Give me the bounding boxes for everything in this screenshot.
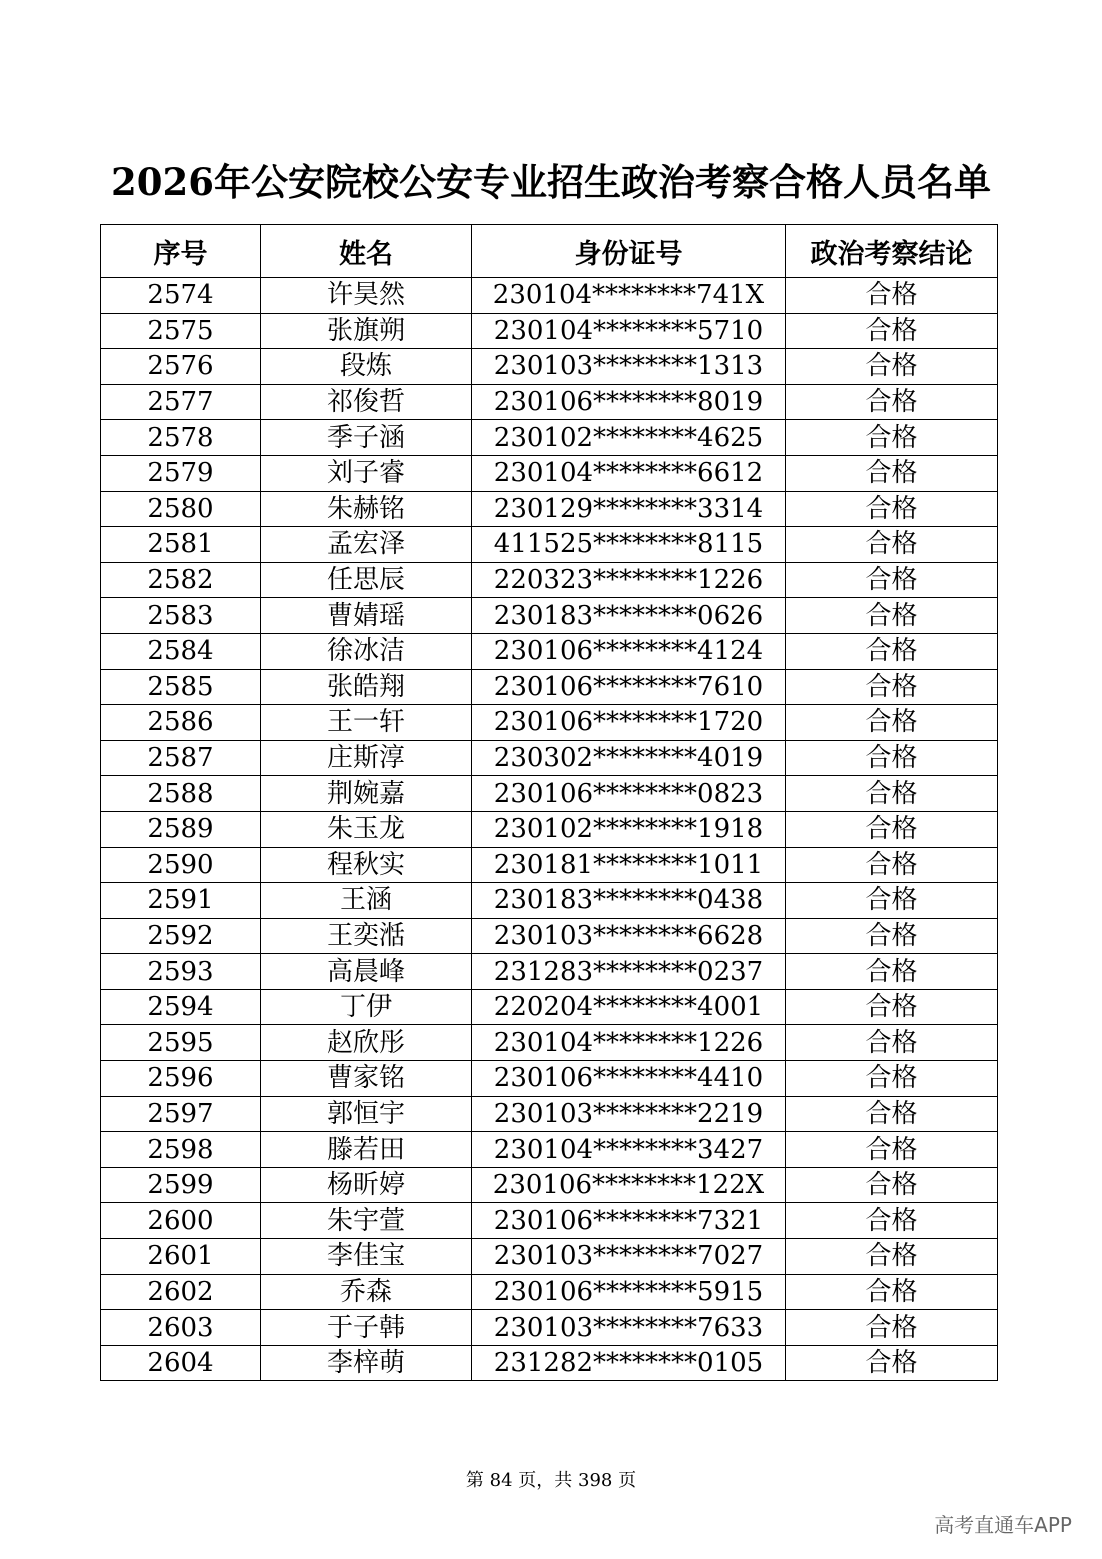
cell-id-number: 230103********7633 [472, 1310, 786, 1346]
table-row [101, 989, 998, 1025]
cell-name: 刘子睿 [261, 455, 472, 491]
cell-conclusion: 合格 [786, 1132, 998, 1168]
table-row [101, 883, 998, 919]
cell-name: 乔森 [261, 1274, 472, 1310]
cell-conclusion: 合格 [786, 776, 998, 812]
cell-conclusion: 合格 [786, 740, 998, 776]
cell-id-number: 230103********6628 [472, 918, 786, 954]
cell-name: 郭恒宇 [261, 1096, 472, 1132]
table-row [101, 1061, 998, 1097]
cell-id-number: 230104********5710 [472, 313, 786, 349]
candidate-table [100, 224, 998, 1381]
cell-name: 孟宏泽 [261, 527, 472, 563]
cell-name: 丁伊 [261, 989, 472, 1025]
table-row [101, 1310, 998, 1346]
table-row [101, 313, 998, 349]
cell-seq: 2603 [101, 1310, 261, 1346]
table-row [101, 776, 998, 812]
cell-name: 季子涵 [261, 420, 472, 456]
cell-id-number: 230104********3427 [472, 1132, 786, 1168]
cell-name: 张旗朔 [261, 313, 472, 349]
cell-conclusion: 合格 [786, 1096, 998, 1132]
table-row [101, 811, 998, 847]
cell-conclusion: 合格 [786, 954, 998, 990]
cell-name: 朱赫铭 [261, 491, 472, 527]
table-row [101, 562, 998, 598]
cell-id-number: 230106********1720 [472, 705, 786, 741]
cell-conclusion: 合格 [786, 349, 998, 385]
cell-conclusion: 合格 [786, 455, 998, 491]
table-row [101, 1274, 998, 1310]
cell-conclusion: 合格 [786, 562, 998, 598]
cell-seq: 2594 [101, 989, 261, 1025]
cell-id-number: 411525********8115 [472, 527, 786, 563]
cell-name: 王一轩 [261, 705, 472, 741]
cell-conclusion: 合格 [786, 1274, 998, 1310]
cell-seq: 2588 [101, 776, 261, 812]
cell-id-number: 230104********1226 [472, 1025, 786, 1061]
cell-seq: 2574 [101, 278, 261, 314]
cell-seq: 2577 [101, 384, 261, 420]
cell-id-number: 230106********4124 [472, 633, 786, 669]
cell-conclusion: 合格 [786, 313, 998, 349]
table-row [101, 705, 998, 741]
table-row [101, 1203, 998, 1239]
page-footer: 第 84 页，共 398 页 [465, 1470, 637, 1491]
cell-conclusion: 合格 [786, 491, 998, 527]
cell-name: 滕若田 [261, 1132, 472, 1168]
cell-name: 高晨峰 [261, 954, 472, 990]
cell-conclusion: 合格 [786, 811, 998, 847]
cell-conclusion: 合格 [786, 1025, 998, 1061]
cell-id-number: 220323********1226 [472, 562, 786, 598]
table-row [101, 491, 998, 527]
cell-name: 许昊然 [261, 278, 472, 314]
cell-seq: 2586 [101, 705, 261, 741]
cell-name: 段炼 [261, 349, 472, 385]
cell-seq: 2576 [101, 349, 261, 385]
cell-conclusion: 合格 [786, 1310, 998, 1346]
table-row [101, 1132, 998, 1168]
table-row [101, 633, 998, 669]
cell-id-number: 230106********5915 [472, 1274, 786, 1310]
cell-seq: 2596 [101, 1061, 261, 1097]
cell-seq: 2585 [101, 669, 261, 705]
table-row [101, 954, 998, 990]
cell-seq: 2590 [101, 847, 261, 883]
cell-name: 朱玉龙 [261, 811, 472, 847]
cell-seq: 2595 [101, 1025, 261, 1061]
cell-id-number: 230106********0823 [472, 776, 786, 812]
cell-id-number: 231282********0105 [472, 1345, 786, 1381]
cell-id-number: 230302********4019 [472, 740, 786, 776]
cell-id-number: 230183********0626 [472, 598, 786, 634]
cell-seq: 2601 [101, 1239, 261, 1275]
table-row [101, 669, 998, 705]
cell-conclusion: 合格 [786, 989, 998, 1025]
cell-id-number: 230104********6612 [472, 455, 786, 491]
table-row [101, 384, 998, 420]
cell-seq: 2592 [101, 918, 261, 954]
cell-seq: 2604 [101, 1345, 261, 1381]
cell-name: 荆婉嘉 [261, 776, 472, 812]
cell-conclusion: 合格 [786, 278, 998, 314]
table-row [101, 455, 998, 491]
cell-id-number: 230103********2219 [472, 1096, 786, 1132]
cell-conclusion: 合格 [786, 669, 998, 705]
cell-seq: 2582 [101, 562, 261, 598]
cell-conclusion: 合格 [786, 1167, 998, 1203]
cell-seq: 2589 [101, 811, 261, 847]
table-row [101, 527, 998, 563]
cell-seq: 2578 [101, 420, 261, 456]
cell-conclusion: 合格 [786, 527, 998, 563]
cell-seq: 2581 [101, 527, 261, 563]
cell-seq: 2597 [101, 1096, 261, 1132]
table-row [101, 1096, 998, 1132]
cell-conclusion: 合格 [786, 918, 998, 954]
cell-id-number: 220204********4001 [472, 989, 786, 1025]
cell-id-number: 230102********4625 [472, 420, 786, 456]
cell-conclusion: 合格 [786, 633, 998, 669]
cell-id-number: 230106********8019 [472, 384, 786, 420]
table-body [101, 278, 998, 1381]
cell-id-number: 230103********7027 [472, 1239, 786, 1275]
header-conclusion: 政治考察结论 [786, 225, 998, 278]
cell-id-number: 230106********7610 [472, 669, 786, 705]
header-seq: 序号 [101, 225, 261, 278]
cell-name: 李佳宝 [261, 1239, 472, 1275]
cell-conclusion: 合格 [786, 598, 998, 634]
table-row [101, 1345, 998, 1381]
cell-conclusion: 合格 [786, 705, 998, 741]
cell-conclusion: 合格 [786, 1203, 998, 1239]
cell-seq: 2584 [101, 633, 261, 669]
header-name: 姓名 [261, 225, 472, 278]
header-id-number: 身份证号 [472, 225, 786, 278]
cell-seq: 2593 [101, 954, 261, 990]
cell-seq: 2575 [101, 313, 261, 349]
cell-conclusion: 合格 [786, 1239, 998, 1275]
table-row [101, 278, 998, 314]
cell-name: 祁俊哲 [261, 384, 472, 420]
cell-name: 王奕湉 [261, 918, 472, 954]
table-row [101, 1025, 998, 1061]
cell-name: 程秋实 [261, 847, 472, 883]
table-row [101, 420, 998, 456]
table-row [101, 740, 998, 776]
cell-seq: 2587 [101, 740, 261, 776]
cell-name: 于子韩 [261, 1310, 472, 1346]
cell-conclusion: 合格 [786, 420, 998, 456]
cell-name: 庄斯淳 [261, 740, 472, 776]
cell-id-number: 231283********0237 [472, 954, 786, 990]
cell-seq: 2579 [101, 455, 261, 491]
cell-id-number: 230106********4410 [472, 1061, 786, 1097]
cell-id-number: 230106********122X [472, 1167, 786, 1203]
cell-id-number: 230103********1313 [472, 349, 786, 385]
cell-seq: 2600 [101, 1203, 261, 1239]
cell-seq: 2583 [101, 598, 261, 634]
cell-conclusion: 合格 [786, 883, 998, 919]
cell-name: 曹家铭 [261, 1061, 472, 1097]
table-row [101, 1239, 998, 1275]
page-title: 2026年公安院校公安专业招生政治考察合格人员名单 [111, 160, 991, 204]
cell-id-number: 230183********0438 [472, 883, 786, 919]
table-row [101, 1167, 998, 1203]
cell-conclusion: 合格 [786, 1345, 998, 1381]
table-header-row [101, 225, 998, 278]
cell-seq: 2580 [101, 491, 261, 527]
cell-name: 杨昕婷 [261, 1167, 472, 1203]
cell-name: 朱宇萱 [261, 1203, 472, 1239]
cell-id-number: 230102********1918 [472, 811, 786, 847]
cell-name: 李梓萌 [261, 1345, 472, 1381]
cell-name: 赵欣彤 [261, 1025, 472, 1061]
cell-id-number: 230106********7321 [472, 1203, 786, 1239]
cell-id-number: 230129********3314 [472, 491, 786, 527]
cell-id-number: 230104********741X [472, 278, 786, 314]
cell-seq: 2598 [101, 1132, 261, 1168]
cell-name: 任思辰 [261, 562, 472, 598]
cell-seq: 2599 [101, 1167, 261, 1203]
cell-name: 曹婧瑶 [261, 598, 472, 634]
cell-name: 王涵 [261, 883, 472, 919]
table-row [101, 918, 998, 954]
cell-seq: 2591 [101, 883, 261, 919]
table-row [101, 847, 998, 883]
cell-conclusion: 合格 [786, 847, 998, 883]
table-row [101, 349, 998, 385]
cell-name: 徐冰洁 [261, 633, 472, 669]
cell-name: 张皓翔 [261, 669, 472, 705]
cell-conclusion: 合格 [786, 1061, 998, 1097]
cell-seq: 2602 [101, 1274, 261, 1310]
cell-id-number: 230181********1011 [472, 847, 786, 883]
table-row [101, 598, 998, 634]
watermark: 高考直通车APP [934, 1513, 1072, 1537]
cell-conclusion: 合格 [786, 384, 998, 420]
